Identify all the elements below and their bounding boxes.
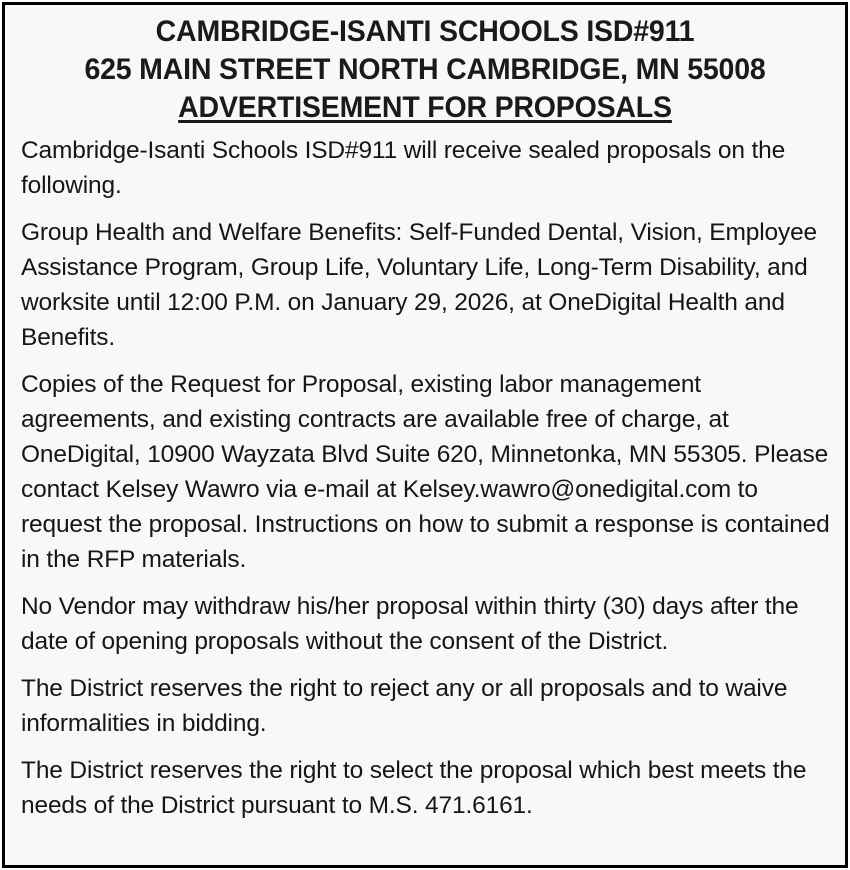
notice-paragraph: No Vendor may withdraw his/her proposal within thirty (30) days after the date of opening proposals without the consent of the District. <box>21 593 799 655</box>
masthead <box>16 13 834 127</box>
masthead-address: 625 MAIN STREET NORTH CAMBRIDGE, MN 55008 <box>84 53 766 86</box>
notice-paragraph: Copies of the Request for Proposal, existing labor management agreements, and existing contracts are available free of charge, at OneDigital, 10900 Wayzata Blvd Suite 620, Minnetonka, MN 55305. Please contact Kelsey Wawro via e-mail at Kelsey.wawro@onedigital.com to request the proposal. Instructions on how to submit a response is contained in the RFP materials. <box>21 371 830 573</box>
masthead-notice-title: ADVERTISEMENT FOR PROPOSALS <box>178 91 672 124</box>
notice-paragraph: Cambridge-Isanti Schools ISD#911 will receive sealed proposals on the following. <box>21 137 786 199</box>
notice-paragraph: The District reserves the right to select the proposal which best meets the needs of the District pursuant to M.S. 471.6161. <box>21 757 807 819</box>
advertisement-content <box>5 5 845 823</box>
notice-paragraph: The District reserves the right to reject any or all proposals and to waive informalities in bidding. <box>21 675 788 737</box>
masthead-district-name: CAMBRIDGE-ISANTI SCHOOLS ISD#911 <box>155 15 695 48</box>
notice-paragraph: Group Health and Welfare Benefits: Self-Funded Dental, Vision, Employee Assistance Program, Group Life, Voluntary Life, Long-Term Disability, and worksite until 12:00 P.M. on January 29, 2026, at OneDigital Health and Benefits. <box>21 219 818 351</box>
advertisement-notice-box <box>2 2 848 868</box>
notice-body <box>16 127 834 823</box>
